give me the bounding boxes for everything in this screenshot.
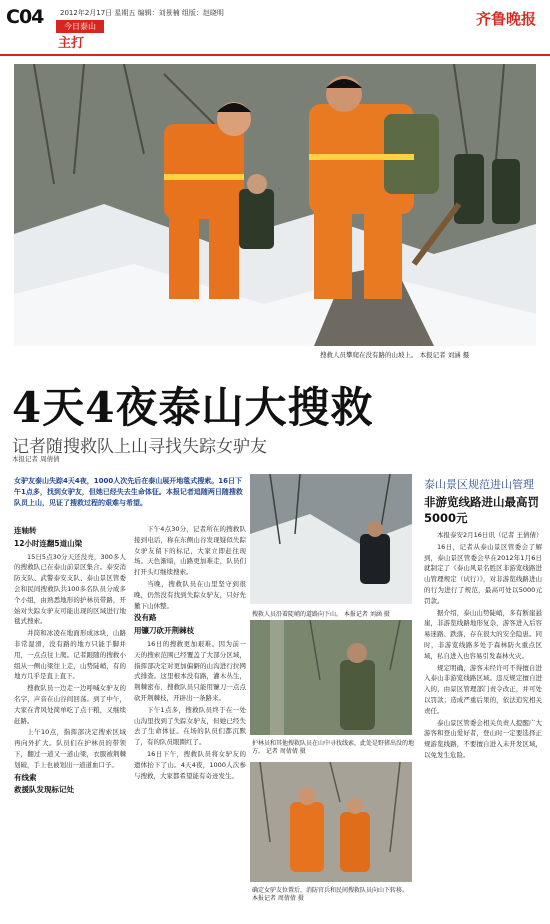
paragraph: 下午1点多，搜救队员终于在一处山沟里找到了失踪女驴友，但她已经失去了生命体征。在场的队员们都沉默了，有的队员眼圈红了。 bbox=[134, 705, 246, 747]
section-subheading: 用镰刀砍开荆棘枝 bbox=[134, 626, 194, 636]
paragraph: 泰山景区管委会相关负责人提醒广大游客和登山爱好者，登山时一定要选择正规游览线路，不要擅自进入未开发区域，以免发生危险。 bbox=[424, 718, 542, 759]
paragraph: 16日，记者从泰山景区管委会了解到，泰山景区管委会早在2012年1月6日就制定了《泰山风景名胜区非游览线路进山管理规定（试行）》，对非游览线路进山的行为进行了规范，最高可处以5000元罚款。 bbox=[424, 542, 542, 605]
section-tag: 今日泰山 bbox=[56, 20, 104, 33]
issue-meta: 2012年2月17日 星期五 编辑：刘景楠 组版：赵晓明 bbox=[60, 9, 224, 17]
section-heading: 没有路 bbox=[134, 613, 157, 623]
paragraph: 16日下午，搜救队员将女驴友的遗体抬下了山。4天4夜，1000人次参与搜救，大家都希望能有奇迹发生。 bbox=[134, 749, 246, 780]
paragraph: 规定明确，游客未经许可不得擅自进入泰山非游览线路区域。违反规定擅自进入的，由景区管理部门责令改正，并可处以罚款；造成严重后果的，依法追究相关责任。 bbox=[424, 663, 542, 715]
sidebar-title: 非游览线路进山最高罚5000元 bbox=[424, 495, 539, 525]
paragraph: 据介绍，泰山山势陡峭，多有断崖悬崖，非游览线路地形复杂，游客进入后容易迷路、跌落，存在很大的安全隐患。同时，非游览线路多处于森林防火重点区域，私自进入也容易引发森林火灾。 bbox=[424, 608, 542, 660]
transfer-illustration bbox=[250, 762, 412, 882]
paragraph: 15日5点30分天还没亮，300多人的搜救队已在泰山前景区集合。泰安消防支队、武警泰安支队、泰山景区管委会和民间搜救队共100多名队员分成多个小组，由熟悉地形的护林员带路，开始对失踪女驴友可能出现的区域进行地毯式搜索。 bbox=[14, 552, 126, 626]
lead-paragraph: 女驴友泰山失踪4天4夜，1000人次先后在泰山展开地毯式搜索。16日下午1点多，找到女驴友，但她已经失去生命体征。本报记者追随两日随搜救队员上山，见证了搜救过程的艰难与希望。 bbox=[14, 477, 243, 507]
paragraph: 搜救队员一边走一边呼喊女驴友的名字，声音在山谷间回荡。到了中午，大家在背风处简单吃了点干粮，又继续赶路。 bbox=[14, 684, 126, 725]
section-subheading: 救援队发现标记处 bbox=[14, 785, 74, 795]
sidebar-byline: 本报泰安2月16日讯（记者 王倩倩） bbox=[437, 531, 542, 539]
paragraph: 当晚，搜救队员在山里坚守到很晚，仍然没有找到失踪女驴友，只好先撤下山休整。 bbox=[134, 579, 246, 610]
rescuers-climbing-illustration bbox=[14, 64, 536, 346]
photo-caption: 确定女驴友位置后，消防官兵和民间搜救队员向山下转移。 本报记者 周倩倩 摄 bbox=[252, 887, 409, 902]
byline: 本报记者 周倩倩 bbox=[12, 455, 60, 463]
header-divider bbox=[0, 54, 550, 56]
page-number: C04 bbox=[6, 6, 44, 28]
paragraph: 16日的搜救更加艰难。因为前一天的搜索范围已经覆盖了大部分区域，指挥部决定对更加偏僻的山沟进行拉网式排查。这里根本没有路，灌木丛生，荆棘密布，搜救队员只能用镰刀一点点砍开荆棘枝，开辟出一条路来。 bbox=[134, 639, 246, 702]
main-photo bbox=[14, 64, 536, 346]
photo-transfer bbox=[250, 762, 412, 882]
sidebar-article bbox=[424, 530, 542, 916]
section-heading: 连轴转 bbox=[14, 526, 37, 535]
headline: 4天4夜泰山大搜救 bbox=[12, 383, 374, 432]
article-column-1 bbox=[14, 524, 126, 914]
photo-descent bbox=[250, 474, 412, 604]
sidebar-kicker: 泰山景区规范进山管理 bbox=[424, 478, 534, 491]
paragraph: 下午4点30分，记者所在的搜救队接到电话，称在东侧山谷发现疑似失踪女驴友留下的标记，大家立即赶往现场。天色渐暗，山路更加难走，队员们打开头灯继续搜索。 bbox=[134, 525, 246, 577]
forest-ranger-illustration bbox=[250, 620, 412, 735]
subheadline: 记者随搜救队上山寻找失踪女驴友 bbox=[12, 437, 267, 457]
photo-caption: 搜救人员沿着陡峭的道路向下山。 本报记者 刘涵 摄 bbox=[252, 611, 390, 618]
section-heading: 有线索 bbox=[14, 772, 37, 782]
page-header bbox=[0, 0, 550, 56]
photo-forest-ranger bbox=[250, 620, 412, 735]
article-column-2 bbox=[134, 524, 246, 914]
paragraph: 上午10点，指挥部决定搜索区域再向外扩大。队员们在护林员的带领下，翻过一道又一道山梁，衣服被荆棘划破，手上也被划出一道道血口子。 bbox=[14, 728, 126, 769]
main-photo-caption: 搜救人员攀爬在没有路的山坡上。 本报记者 刘涵 摄 bbox=[320, 351, 470, 359]
newspaper-logo: 齐鲁晚报 bbox=[475, 10, 536, 28]
descent-illustration bbox=[250, 474, 412, 604]
photo-caption: 护林员和其他搜救队员在山中寻找线索，此处是野猪出没的地方。 记者 周倩倩 摄 bbox=[252, 740, 415, 755]
paragraph: 井筒和冰凌在地面形成冰块，山路非常湿滑，没有路的地方只能手脚并用，一点点往上爬。记者跟随的搜救小组从一侧山梁往上走，山势陡峭，有的地方几乎是直上直下。 bbox=[14, 629, 126, 681]
section-name: 主打 bbox=[58, 36, 85, 51]
section-subheading: 12小时连翻5道山梁 bbox=[14, 538, 83, 548]
